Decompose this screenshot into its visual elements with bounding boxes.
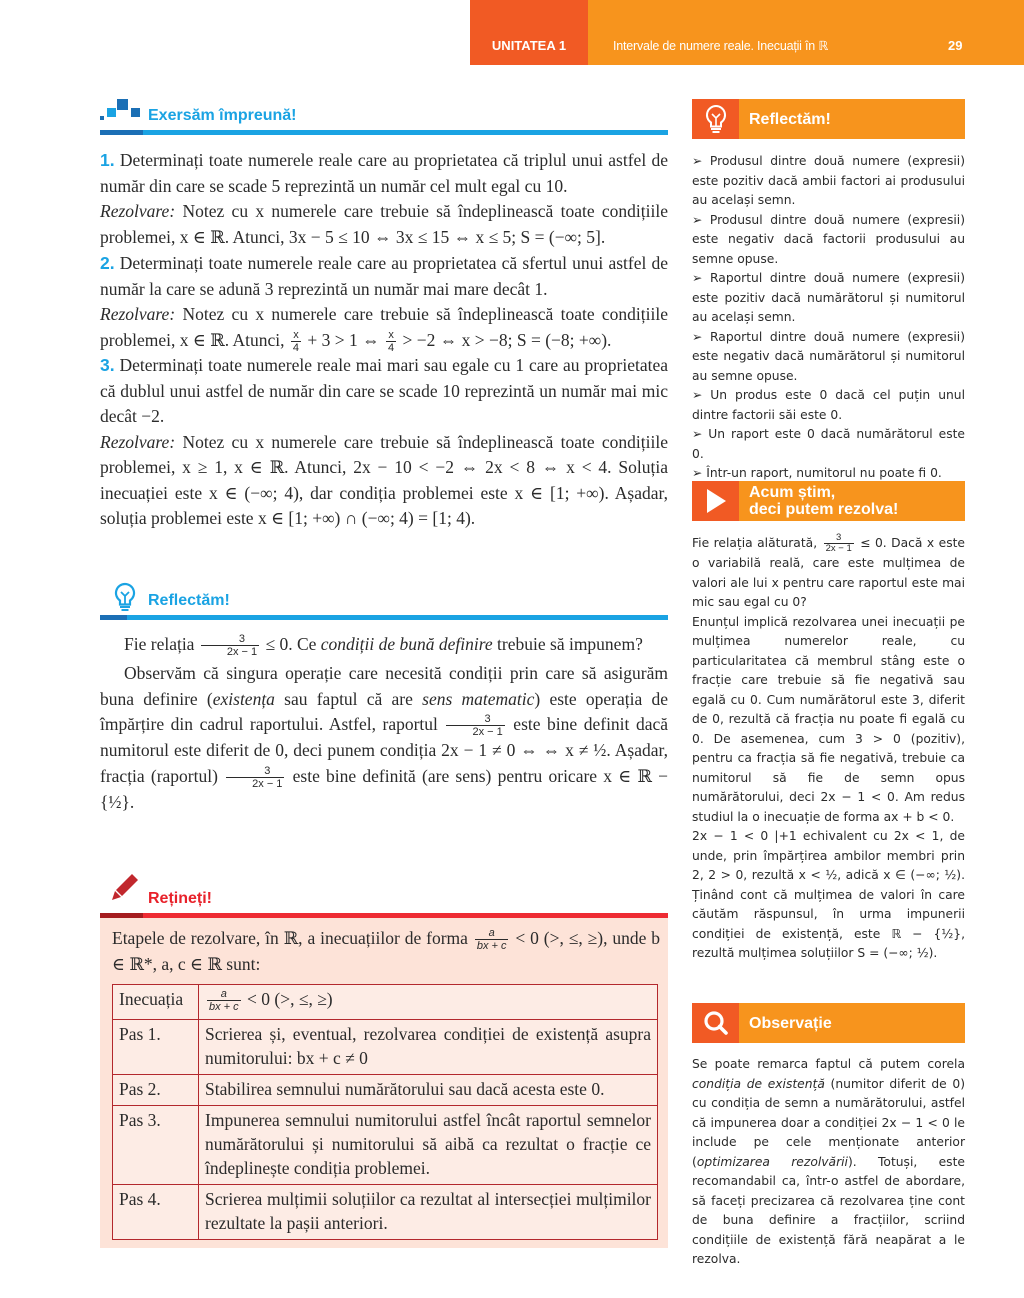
lightbulb-icon	[114, 582, 136, 612]
reflectam-paragraph-2: Observăm că singura operație care necesită condiții prin care să asigurăm buna definire (existența sau faptul că are sens matematic) este operația de împărțire din cadrul raportului. Astfel, raportul $\frac{3}{2x - 1}$ este bine definit dacă numitorul este diferit de 0, deci punem condiția 2x − 1 ≠ 0 ⇔ ⇔ x ≠ ½. Așadar, fracția (raportul) $\frac{3}{2x - 1}$ este bine definită (are sens) pentru oricare x ∈ ℝ − {½}.	[100, 663, 669, 813]
pencil-icon	[110, 872, 140, 902]
list-item: ➢ Produsul dintre două numere (expresii) este pozitiv dacă ambii factori ai produsului au același semn.	[692, 154, 965, 207]
fraction: $\frac{x}{4}$	[292, 328, 299, 354]
unit-label: UNITATEA 1	[470, 0, 588, 65]
observatie-header	[692, 1003, 965, 1043]
magnifier-icon	[703, 1010, 729, 1036]
play-icon	[705, 488, 727, 514]
fraction: $\frac{a}{bx + c}$	[209, 988, 239, 1014]
exersam-header	[100, 95, 668, 135]
solution-text: Notez cu x numerele care trebuie să îndeplinească toate condițiile problemei, x ≥ 1, x ∈ ℝ. Atunci, 2x − 10 < −2 ⇔ 2x < 8 ⇔ x < 4. Soluția inecuației este x ∈ (−∞; 4), dar condiția problemei este x ∈ [1; +∞). Așadar, soluția problemei este x ∈ [1; +∞) ∩ (−∞; 4) = [1; 4).	[100, 431, 668, 528]
fraction: $\frac{3}{2x - 1}$	[226, 765, 284, 790]
fraction: $\frac{a}{bx + c}$	[476, 927, 507, 953]
table-row: Pas 1. Scrierea și, eventual, rezolvarea condiției de existență asupra numitorului: bx + c ≠ 0	[113, 1020, 658, 1075]
solution-text: Notez cu x numerele care trebuie să îndeplinească toate condițiile problemei, x ∈ ℝ. Atunci, 3x − 5 ≤ 10 ⇔ 3x ≤ 15 ⇔ x ≤ 5; S = (−∞; 5].	[100, 201, 668, 247]
acum-stim-text: Fie relația alăturată, $\frac{3}{2x - 1}$ ≤ 0. Dacă x este o variabilă reală, care este mulțimea de valori ale lui x pentru care raportul este mai mic sau egal cu 0? Enunțul implică rezolvarea unei inecuații pe mulțimea numerelor reale, cu particularitatea că membrul stâng este o fracție care trebuie să fie negativă sau egală cu 0. Cum numărătorul este 3, diferit de 0, rezultă că fracția nu poate fi egală cu 0. De asemenea, cum 3 > 0 (pozitiv), pentru ca fracția să fie negativă, trebuie ca numitorul să fie de semn opus numărătorului, deci 2x − 1 < 0. Am redus studiul la o inecuație de forma ax + b < 0. 2x − 1 < 0 |+1 echivalent cu 2x < 1, de unde, prin împărțirea ambilor membri prin 2, 2 > 0, rezultă x < ½, adică x ∈ (−∞; ½). Ținând cont că mulțimea de valori în care căutăm răspunsul, în urma impunerii condiției de existență, este ℝ − {½}, rezultă mulțimea soluțiilor S = (−∞; ½).	[692, 532, 965, 960]
problem-2: 2. Determinați toate numerele reale care au proprietatea că sfertul unui astfel de număr la care se adună 3 reprezintă un număr mai mare decât 1. Rezolvare: Notez cu x numerele care trebuie să îndeplinească toate condițiile problemei, x ∈ ℝ. Atunci, $\frac{x}{4}$ + 3 > 1 ⇔ $\frac{x}{4}$ > −2 ⇔ x > −8; S = (−8; +∞).	[100, 253, 668, 354]
list-item: ➢ Raportul dintre două numere (expresii) este negativ dacă numărătorul și numitorul au semne opuse.	[692, 329, 965, 383]
retineti-box	[100, 918, 668, 1248]
acum-stim-header	[692, 481, 965, 521]
retineti-title: Rețineți!	[148, 890, 212, 907]
exersam-title: Exersăm împreună!	[148, 107, 297, 124]
fraction: $\frac{x}{4}$	[388, 328, 395, 354]
list-item: ➢ Într-un raport, numitorul nu poate fi 0.	[692, 466, 942, 480]
fraction: $\frac{3}{2x - 1}$	[825, 532, 852, 554]
retineti-header	[100, 872, 668, 918]
table-row: Pas 3. Impunerea semnului numitorului astfel încât raportul semnelor numărătorului și numitorului să aibă ca rezultat o fracție ce îndeplinește condiția problemei.	[113, 1106, 658, 1185]
reflectam-header	[100, 580, 668, 620]
list-item: ➢ Un raport este 0 dacă numărătorul este 0.	[692, 427, 965, 461]
list-item: ➢ Produsul dintre două numere (expresii) este negativ dacă factorii produsului au semne opuse.	[692, 212, 965, 266]
solution-label: Rezolvare:	[100, 304, 176, 324]
problem-statement: Determinați toate numerele reale mai mari sau egale cu 1 care au proprietatea că dublul unui astfel de număr din care se scade 10 reprezintă un număr mai mic decât −2.	[100, 355, 668, 426]
observatie-text: Se poate remarca faptul că putem corela condiția de existență (numitor diferit de 0) cu condiția de semn a numărătorului, astfel că impunerea doar a condiției 2x − 1 < 0 le include pe cele menționate anterior (optimizarea rezolvării). Totuși, este recomandabil ca, într-o astfel de abordare, să faceți precizarea că rezolvarea ține cont de buna definire a fracțiilor, scriind condițiile de existență fără neapărat a le rezolva.	[692, 1057, 965, 1266]
problem-1: 1. Determinați toate numerele reale care au proprietatea că triplul unui astfel de număr din care se scade 5 reprezintă un număr cel mult egal cu 10. Rezolvare: Notez cu x numerele care trebuie să îndeplinească toate condițiile problemei, x ∈ ℝ. Atunci, 3x − 5 ≤ 10 ⇔ 3x ≤ 15 ⇔ x ≤ 5; S = (−∞; 5].	[100, 150, 668, 247]
page-number: 29	[948, 38, 963, 53]
bar-steps-icon	[100, 97, 142, 121]
problem-statement: Determinați toate numerele reale care au proprietatea că sfertul unui astfel de număr la care se adună 3 reprezintă un număr mai mare decât 1.	[100, 253, 668, 299]
lightbulb-icon	[705, 104, 727, 134]
reflectam-right-title: Reflectăm!	[749, 110, 831, 128]
reflectam-right-list	[692, 152, 965, 484]
section-divider	[100, 615, 668, 620]
solution-label: Rezolvare:	[100, 431, 176, 452]
chapter-title: Intervale de numere reale. Inecuații în ℝ	[613, 39, 829, 53]
fraction: $\frac{3}{2x - 1}$	[201, 633, 259, 658]
retineti-intro: Etapele de rezolvare, în ℝ, a inecuațiilor de forma $\frac{a}{bx + c}$ < 0 (>, ≤, ≥), unde b ∈ ℝ*, a, c ∈ ℝ sunt:	[112, 927, 661, 975]
solution-label: Rezolvare:	[100, 201, 176, 221]
page-header	[470, 0, 1024, 65]
steps-table	[112, 984, 658, 1240]
observatie-title: Observație	[749, 1014, 832, 1032]
list-item: ➢ Un produs este 0 dacă cel puțin unul dintre factorii săi este 0.	[692, 388, 965, 422]
table-row: Inecuația $\frac{a}{bx + c}$ < 0 (>, ≤, ≥)	[113, 985, 658, 1020]
fraction: $\frac{3}{2x - 1}$	[446, 713, 504, 738]
reflectam-paragraph-1: Fie relația $\frac{3}{2x - 1}$ ≤ 0. Ce condiții de bună definire trebuie să impunem?	[124, 633, 643, 659]
table-row: Pas 4. Scrierea mulțimii soluțiilor ca rezultat al intersecției mulțimilor rezultate la pașii anteriori.	[113, 1185, 658, 1240]
reflectam-title: Reflectăm!	[148, 592, 230, 609]
list-item: ➢ Raportul dintre două numere (expresii) este pozitiv dacă numărătorul și numitorul au același semn.	[692, 271, 965, 324]
acum-stim-title: Acum știm, deci putem rezolva!	[749, 484, 899, 518]
table-row: Pas 2. Stabilirea semnului numărătorului sau dacă acesta este 0.	[113, 1075, 658, 1106]
section-divider	[100, 130, 668, 135]
problem-3: 3. Determinați toate numerele reale mai mari sau egale cu 1 care au proprietatea că dublul unui astfel de număr din care se scade 10 reprezintă un număr mai mic decât −2. Rezolvare: Notez cu x numerele care trebuie să îndeplinească toate condițiile problemei, x ≥ 1, x ∈ ℝ. Atunci, 2x − 10 < −2 ⇔ 2x < 8 ⇔ x < 4. Soluția inecuației este x ∈ (−∞; 4), dar condiția problemei este x ∈ [1; +∞). Așadar, soluția problemei este x ∈ [1; +∞) ∩ (−∞; 4) = [1; 4).	[100, 355, 668, 528]
problem-statement: Determinați toate numerele reale care au proprietatea că triplul unui astfel de număr din care se scade 5 reprezintă un număr cel mult egal cu 10.	[100, 150, 668, 196]
reflectam-right-header	[692, 99, 965, 139]
